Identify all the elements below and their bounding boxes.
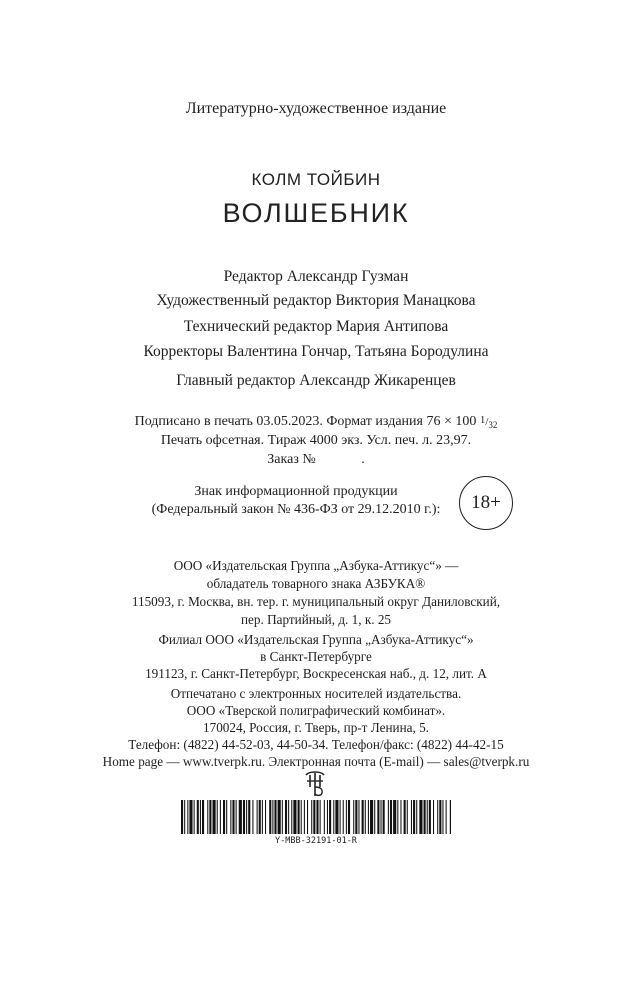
barcode-bar <box>413 800 415 834</box>
barcode-bar <box>293 800 296 834</box>
barcode-bar <box>288 800 289 834</box>
barcode-bar <box>442 800 443 834</box>
barcode-bar <box>362 800 364 834</box>
printer-line-3: 170024, Россия, г. Тверь, пр-т Ленина, 5. <box>203 720 429 735</box>
barcode-bar <box>272 800 273 834</box>
barcode-bar <box>365 800 366 834</box>
barcode-bar <box>397 800 398 834</box>
barcode-bar <box>232 800 234 834</box>
barcode-bar <box>265 800 266 834</box>
barcode-bar <box>335 800 338 834</box>
barcode-bar <box>307 800 308 834</box>
barcode-bar <box>327 800 328 834</box>
barcode-bar <box>236 800 237 834</box>
barcode-bar <box>340 800 341 834</box>
barcode-bar <box>400 800 401 834</box>
barcode-bar <box>313 800 315 834</box>
barcode-bar <box>450 800 451 834</box>
branch-line-1: Филиал ООО «Издательская Группа „Азбука-Аттикус“» <box>158 632 474 647</box>
barcode-bar <box>184 800 185 834</box>
print-info-line-2: Печать офсетная. Тираж 4000 экз. Усл. печ. л. 23,97. <box>160 433 472 448</box>
barcode-bar <box>316 800 318 834</box>
barcode-bar <box>377 800 379 834</box>
order-number: Заказ № . <box>267 452 365 467</box>
barcode-bar <box>248 800 250 834</box>
printer-line-4: Телефон: (4822) 44-52-03, 44-50-34. Телефон/факс: (4822) 44-42-15 <box>128 737 504 752</box>
format-numerator: 1 <box>479 414 486 426</box>
printer-logo-icon <box>303 770 327 803</box>
barcode-bar <box>226 800 227 834</box>
barcode-bar <box>217 800 218 834</box>
barcode-bar <box>262 800 263 834</box>
barcode-bar <box>213 800 216 834</box>
barcode-bar <box>209 800 211 834</box>
printer-line-2: ООО «Тверской полиграфический комбинат». <box>186 703 446 718</box>
barcode-bar <box>324 800 325 834</box>
barcode-bar <box>329 800 331 834</box>
publisher-line-2: обладатель товарного знака АЗБУКА® <box>206 576 426 591</box>
printer-line-1: Отпечатано с электронных носителей издательства. <box>170 686 462 701</box>
publisher-line-4: пер. Партийный, д. 1, к. 25 <box>240 612 392 627</box>
credit-proofreaders: Корректоры Валентина Гончар, Татьяна Бородулина <box>143 343 489 360</box>
barcode-bar <box>291 800 292 834</box>
barcode-bar <box>246 800 247 834</box>
print-info-text: Подписано в печать 03.05.2023. Формат издания 76 × 100 <box>134 414 477 429</box>
barcode <box>181 800 451 834</box>
barcode-bar <box>407 800 408 834</box>
info-mark-line-1: Знак информационной продукции <box>194 484 398 499</box>
branch-line-3: 191123, г. Санкт-Петербург, Воскресенская наб., д. 12, лит. А <box>145 666 487 681</box>
barcode-bar <box>187 800 188 834</box>
barcode-bar <box>346 800 347 834</box>
barcode-bar <box>411 800 412 834</box>
barcode-bar <box>304 800 305 834</box>
barcode-bar <box>355 800 357 834</box>
barcode-bar <box>370 800 373 834</box>
barcode-bar <box>285 800 287 834</box>
barcode-bar <box>388 800 389 834</box>
barcode-bar <box>282 800 283 834</box>
barcode-bar <box>197 800 199 834</box>
barcode-bar <box>393 800 396 834</box>
barcode-bar <box>311 800 312 834</box>
barcode-bar <box>220 800 221 834</box>
barcode-bar <box>358 800 359 834</box>
barcode-bar <box>200 800 201 834</box>
barcode-bar <box>239 800 242 834</box>
barcode-bar <box>194 800 195 834</box>
credit-art-editor: Художественный редактор Виктория Манацкова <box>156 292 476 309</box>
barcode-bar <box>243 800 245 834</box>
barcode-bar <box>424 800 426 834</box>
edition-type: Литературно-художественное издание <box>185 100 447 117</box>
format-denominator: 32 <box>488 420 498 431</box>
credit-tech-editor: Технический редактор Мария Антипова <box>183 318 449 335</box>
barcode-bar <box>223 800 225 834</box>
barcode-bar <box>257 800 258 834</box>
printer-line-5: Home page — www.tverpk.ru. Электронная почта (E-mail) — sales@tverpk.ru <box>102 754 530 769</box>
barcode-bar <box>298 800 300 834</box>
barcode-bar <box>374 800 375 834</box>
barcode-bar <box>230 800 231 834</box>
barcode-bar <box>320 800 321 834</box>
barcode-bar <box>416 800 417 834</box>
barcode-bar <box>343 800 344 834</box>
barcode-bar <box>353 800 354 834</box>
barcode-bar <box>427 800 428 834</box>
publisher-line-3: 115093, г. Москва, вн. тер. г. муниципальный округ Даниловский, <box>131 594 501 609</box>
barcode-bar <box>252 800 253 834</box>
barcode-bar <box>419 800 422 834</box>
barcode-bar <box>259 800 261 834</box>
barcode-bar <box>202 800 204 834</box>
branch-line-2: в Санкт-Петербурге <box>260 649 372 664</box>
barcode-bar <box>437 800 438 834</box>
barcode-bar <box>439 800 441 834</box>
barcode-bar <box>348 800 350 834</box>
barcode-bar <box>274 800 276 834</box>
book-title: ВОЛШЕБНИК <box>222 198 410 228</box>
barcode-caption: Y-MBB-32191-01-R <box>275 836 357 846</box>
barcode-bar <box>207 800 208 834</box>
barcode-bar <box>269 800 271 834</box>
barcode-bar <box>333 800 334 834</box>
barcode-bar <box>383 800 385 834</box>
barcode-bar <box>433 800 434 834</box>
barcode-bar <box>278 800 281 834</box>
credit-editor: Редактор Александр Гузман <box>223 268 409 285</box>
author-name: КОЛМ ТОЙБИН <box>251 170 381 189</box>
barcode-bar <box>301 800 302 834</box>
age-rating-badge: 18+ <box>459 476 513 530</box>
barcode-bar <box>446 800 447 834</box>
publisher-line-1: ООО «Издательская Группа „Азбука-Аттикус“» — <box>173 558 459 573</box>
credit-chief-editor: Главный редактор Александр Жикаренцев <box>176 372 456 389</box>
barcode-bar <box>181 800 183 834</box>
barcode-bar <box>381 800 382 834</box>
barcode-bar <box>189 800 192 834</box>
format-fraction: $^1/_{32}$ <box>479 414 498 431</box>
barcode-bar <box>429 800 431 834</box>
barcode-bar <box>368 800 369 834</box>
print-info-line-1 <box>0 414 632 430</box>
barcode-bar <box>404 800 406 834</box>
barcode-bar <box>390 800 392 834</box>
info-mark-line-2: (Федеральный закон № 436-ФЗ от 29.12.2010 г.): <box>151 502 441 517</box>
